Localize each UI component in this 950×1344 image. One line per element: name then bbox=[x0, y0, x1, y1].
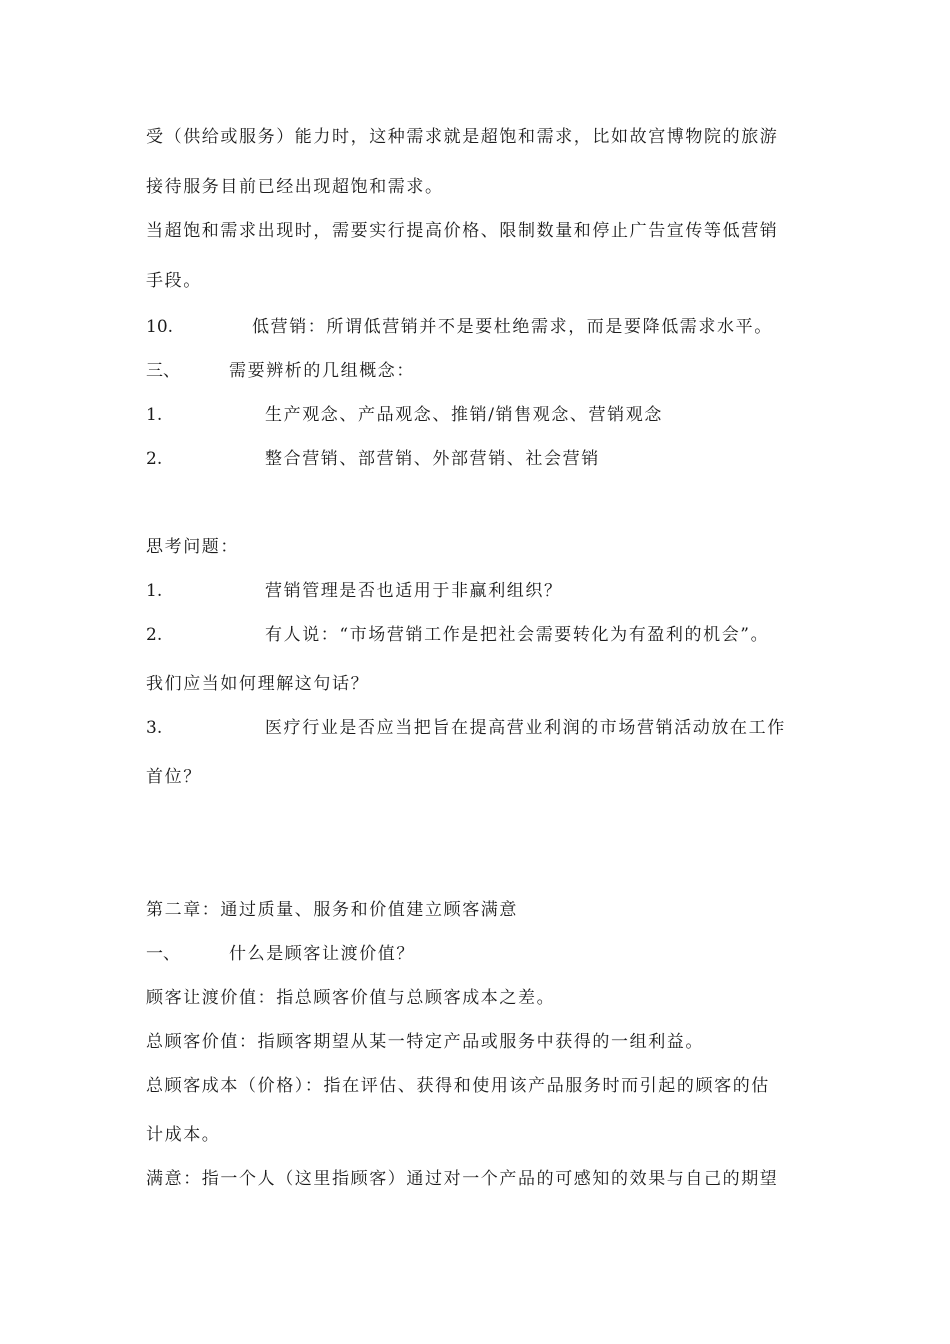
section-heading: 什么是顾客让渡价值？ bbox=[229, 944, 415, 964]
list-item-text: 有人说：“市场营销工作是把社会需要转化为有盈利的机会”。 bbox=[265, 625, 770, 645]
subheading: 思考问题： bbox=[146, 537, 239, 557]
list-item-text: 医疗行业是否应当把旨在提高营业利润的市场营销活动放在工作 bbox=[265, 718, 786, 738]
list-item-text: 营销管理是否也适用于非赢利组织？ bbox=[265, 581, 563, 601]
list-item-text: 生产观念、产品观念、推销/销售观念、营销观念 bbox=[265, 405, 663, 425]
paragraph-line: 接待服务目前已经出现超饱和需求。 bbox=[146, 177, 444, 197]
list-number: 10. bbox=[146, 317, 174, 337]
chapter-title: 第二章：通过质量、服务和价值建立顾客满意 bbox=[146, 900, 518, 920]
paragraph-line: 总顾客价值：指顾客期望从某一特定产品或服务中获得的一组利益。 bbox=[146, 1032, 704, 1052]
list-number: 1. bbox=[146, 405, 163, 425]
section-heading: 需要辨析的几组概念： bbox=[229, 361, 415, 381]
list-number: 3. bbox=[146, 718, 163, 738]
paragraph-line: 手段。 bbox=[146, 271, 202, 291]
paragraph-line: 总顾客成本（价格）：指在评估、获得和使用该产品服务时而引起的顾客的估 bbox=[146, 1076, 770, 1096]
paragraph-line: 顾客让渡价值：指总顾客价值与总顾客成本之差。 bbox=[146, 988, 556, 1008]
list-item-text: 整合营销、部营销、外部营销、社会营销 bbox=[265, 449, 600, 469]
paragraph-line: 当超饱和需求出现时，需要实行提高价格、限制数量和停止广告宣传等低营销 bbox=[146, 221, 779, 241]
paragraph-line: 首位？ bbox=[146, 767, 202, 787]
section-number: 一、 bbox=[146, 944, 180, 964]
paragraph-line: 受（供给或服务）能力时，这种需求就是超饱和需求，比如故宫博物院的旅游 bbox=[146, 127, 779, 147]
list-number: 1. bbox=[146, 581, 163, 601]
list-number: 2. bbox=[146, 625, 163, 645]
list-item-text: 低营销：所谓低营销并不是要杜绝需求，而是要降低需求水平。 bbox=[252, 317, 773, 337]
paragraph-line: 计成本。 bbox=[146, 1125, 221, 1145]
section-number: 三、 bbox=[146, 361, 180, 381]
paragraph-line: 我们应当如何理解这句话？ bbox=[146, 674, 370, 694]
paragraph-line: 满意：指一个人（这里指顾客）通过对一个产品的可感知的效果与自己的期望 bbox=[146, 1169, 779, 1189]
list-number: 2. bbox=[146, 449, 163, 469]
